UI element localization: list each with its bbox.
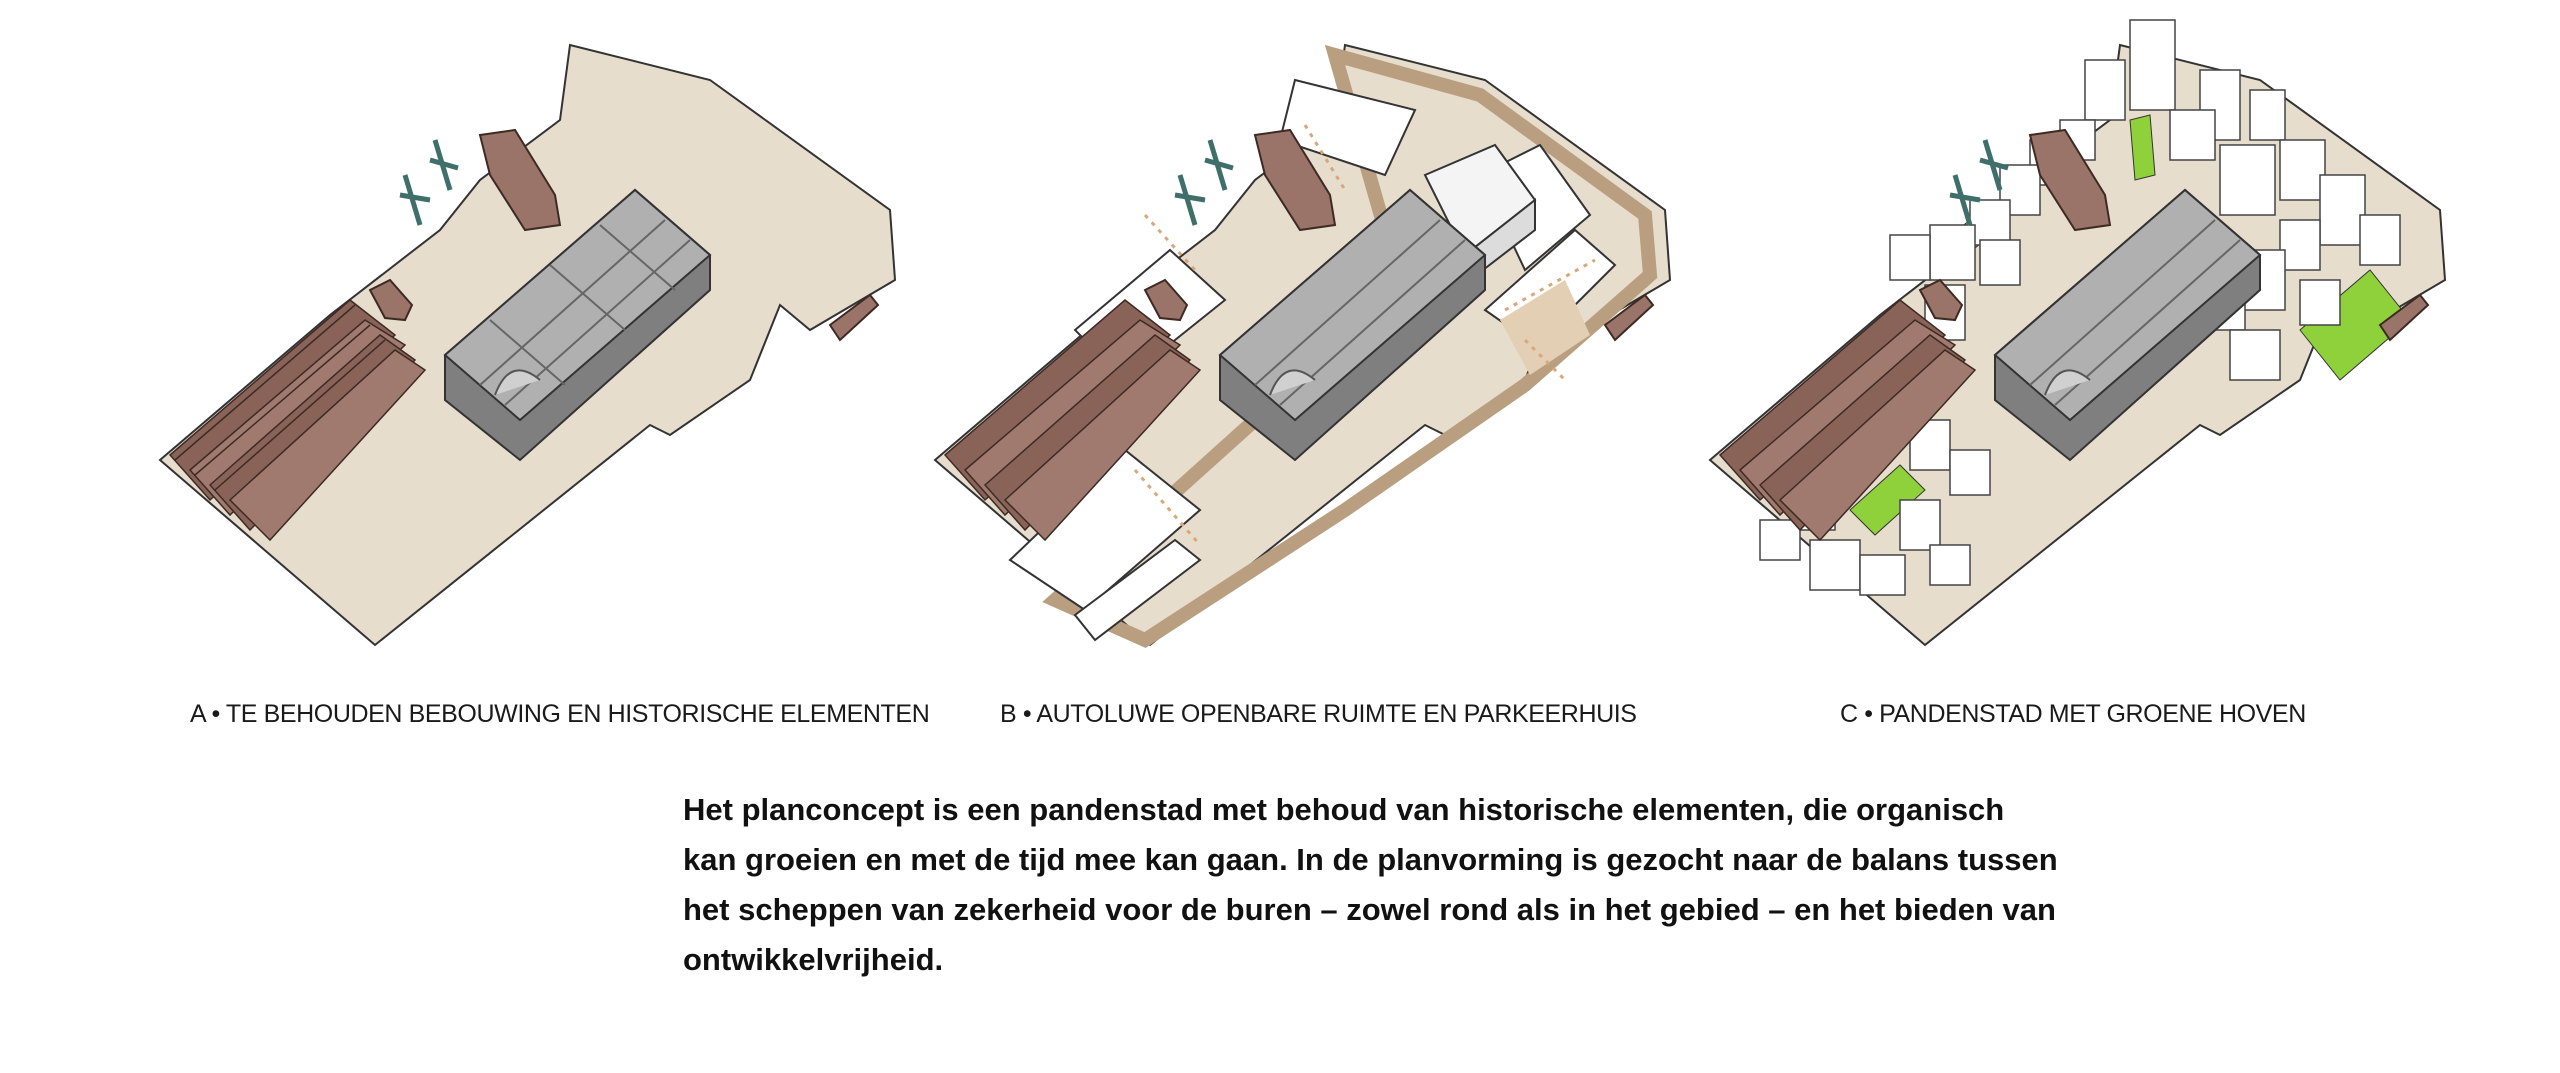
heritage-cranes: [1175, 140, 1233, 225]
panel-c: [1700, 0, 2520, 680]
axonometric-diagram-c: [1700, 0, 2520, 680]
description-paragraph: [683, 785, 2183, 985]
panel-b: [925, 0, 1745, 680]
panel-a: [150, 0, 970, 680]
heritage-cranes: [400, 140, 458, 225]
axonometric-diagram-b: [925, 0, 1745, 680]
description-line: ontwikkelvrijheid.: [683, 942, 944, 977]
description-line: het scheppen van zekerheid voor de buren – zowel rond als in het gebied – en het bieden van: [683, 892, 2056, 927]
caption-panel-c: C • PANDENSTAD MET GROENE HOVEN: [1840, 700, 2306, 728]
caption-panel-b: B • AUTOLUWE OPENBARE RUIMTE EN PARKEERHUIS: [1000, 700, 1637, 728]
description-line: Het planconcept is een pandenstad met behoud van historische elementen, die organisch: [683, 792, 2005, 827]
description-line: kan groeien en met de tijd mee kan gaan. In de planvorming is gezocht naar de balans tussen: [683, 842, 2058, 877]
axonometric-diagram-a: [150, 0, 970, 680]
caption-panel-a: A • TE BEHOUDEN BEBOUWING EN HISTORISCHE ELEMENTEN: [190, 700, 930, 728]
